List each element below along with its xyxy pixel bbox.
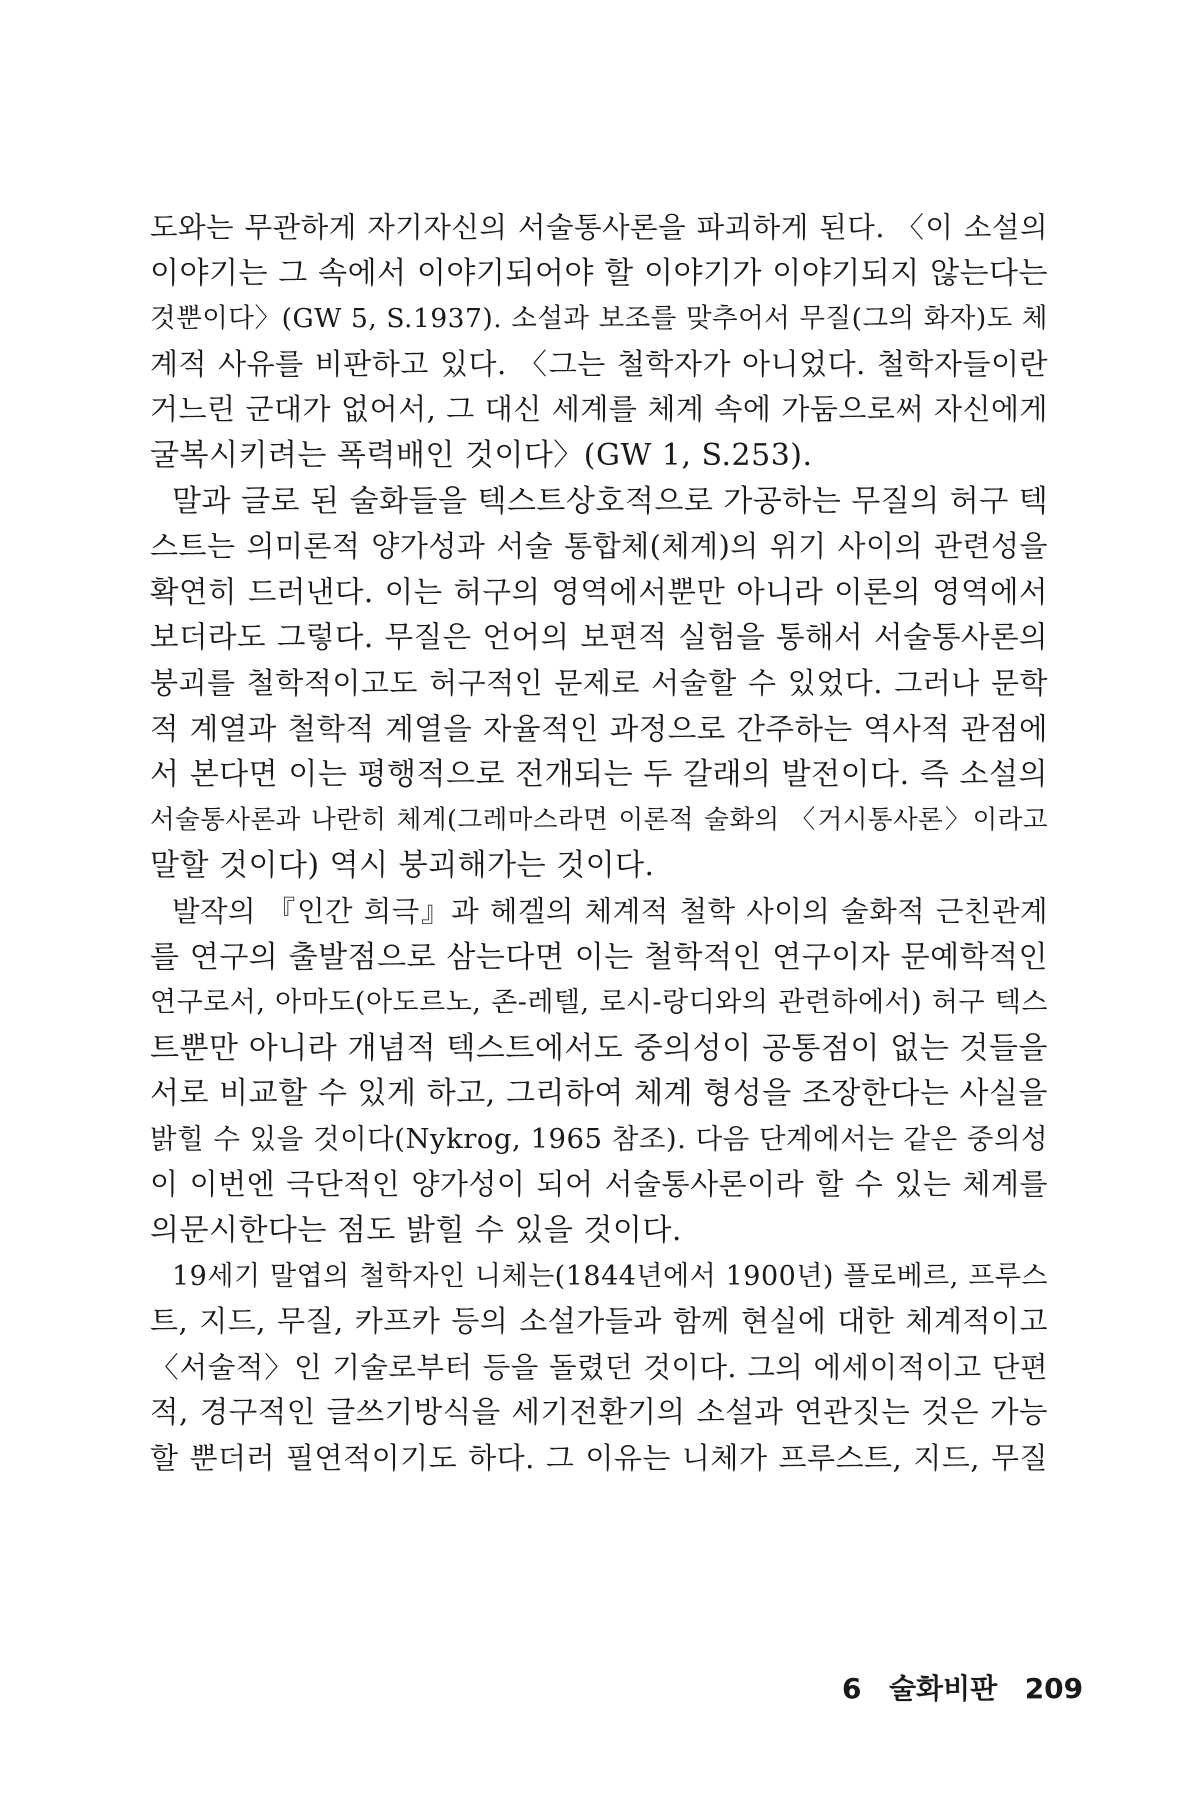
- text-line: 를 연구의 출발점으로 삼는다면 이는 철학적인 연구이자 문예학적인: [150, 939, 1048, 975]
- text-line: 굴복시키려는 폭력배인 것이다〉(GW 1, S.253).: [150, 437, 813, 473]
- page-body: [150, 205, 1048, 1482]
- paragraph-4: [150, 1254, 1048, 1482]
- paragraph-3: [150, 889, 1048, 1254]
- paragraph-2: [150, 479, 1048, 889]
- text-line: 〈서술적〉인 기술로부터 등을 돌렸던 것이다. 그의 에세이적이고 단편: [150, 1350, 1048, 1384]
- page-number: 209: [1024, 1672, 1084, 1705]
- text-line: 서 본다면 이는 평행적으로 전개되는 두 갈래의 발전이다. 즉 소설의: [150, 757, 1048, 793]
- text-line: 계적 사유를 비판하고 있다. 〈그는 철학자가 아니었다. 철학자들이란: [150, 346, 1048, 381]
- text-line: 트뿐만 아니라 개념적 텍스트에서도 중의성이 공통점이 없는 것들을: [150, 1030, 1048, 1066]
- paragraph-1: [150, 205, 1048, 479]
- text-line: 연구로서, 아마도(아도르노, 존-레텔, 로시-랑디와의 관련하에서) 허구 텍스: [150, 987, 1048, 1019]
- text-line: 이 이번엔 극단적인 양가성이 되어 서술통사론이라 할 수 있는 체계를: [150, 1167, 1048, 1202]
- text-line: 붕괴를 철학적이고도 허구적인 문제로 서술할 수 있었다. 그러나 문학: [150, 665, 1048, 700]
- text-line: 보더라도 그렇다. 무질은 언어의 보편적 실험을 통해서 서술통사론의: [150, 620, 1048, 655]
- text-line: 말과 글로 된 술화들을 텍스트상호적으로 가공하는 무질의 허구 텍: [172, 483, 1049, 519]
- text-line: 서술통사론과 나란히 체계(그레마스라면 이론적 술화의 〈거시통사론〉이라고: [150, 804, 1048, 835]
- text-line: 할 뿐더러 필연적이기도 하다. 그 이유는 니체가 프루스트, 지드, 무질: [150, 1441, 1048, 1476]
- text-line: 발작의 『인간 희극』과 헤겔의 체계적 철학 사이의 술화적 근친관계: [172, 894, 1048, 928]
- text-line: 도와는 무관하게 자기자신의 서술통사론을 파괴하게 된다. 〈이 소설의: [150, 211, 1048, 244]
- text-line: 확연히 드러낸다. 이는 허구의 영역에서뿐만 아니라 이론의 영역에서: [150, 574, 1048, 609]
- text-line: 적 계열과 철학적 계열을 자율적인 과정으로 간주하는 역사적 관점에: [150, 711, 1048, 746]
- text-line: 것뿐이다〉(GW 5, S.1937). 소설과 보조를 맞추어서 무질(그의 화자)도 체: [150, 303, 1048, 335]
- text-line: 밝힐 수 있을 것이다(Nykrog, 1965 참조). 다음 단계에서는 같은 중의성: [150, 1122, 1049, 1155]
- text-line: 트, 지드, 무질, 카프카 등의 소설가들과 함께 현실에 대한 체계적이고: [150, 1304, 1048, 1339]
- text-line: 말할 것이다) 역시 붕괴해가는 것이다.: [150, 848, 655, 884]
- text-line: 거느린 군대가 없어서, 그 대신 세계를 체계 속에 가둠으로써 자신에게: [150, 392, 1048, 427]
- chapter-title: 술화비판: [888, 1672, 998, 1705]
- chapter-number: 6: [842, 1672, 862, 1705]
- page-footer: [842, 1667, 1083, 1707]
- text-line: 스트는 의미론적 양가성과 서술 통합체(체계)의 위기 사이의 관련성을: [150, 529, 1048, 564]
- text-line: 서로 비교할 수 있게 하고, 그리하여 체계 형성을 조장한다는 사실을: [150, 1076, 1048, 1112]
- text-line: 의문시한다는 점도 밝힐 수 있을 것이다.: [150, 1213, 682, 1249]
- text-line: 적, 경구적인 글쓰기방식을 세기전환기의 소설과 연관짓는 것은 가능: [150, 1395, 1048, 1430]
- text-line: 19세기 말엽의 철학자인 니체는(1844년에서 1900년) 플로베르, 프루스: [172, 1260, 1048, 1292]
- text-line: 이야기는 그 속에서 이야기되어야 할 이야기가 이야기되지 않는다는: [150, 255, 1048, 291]
